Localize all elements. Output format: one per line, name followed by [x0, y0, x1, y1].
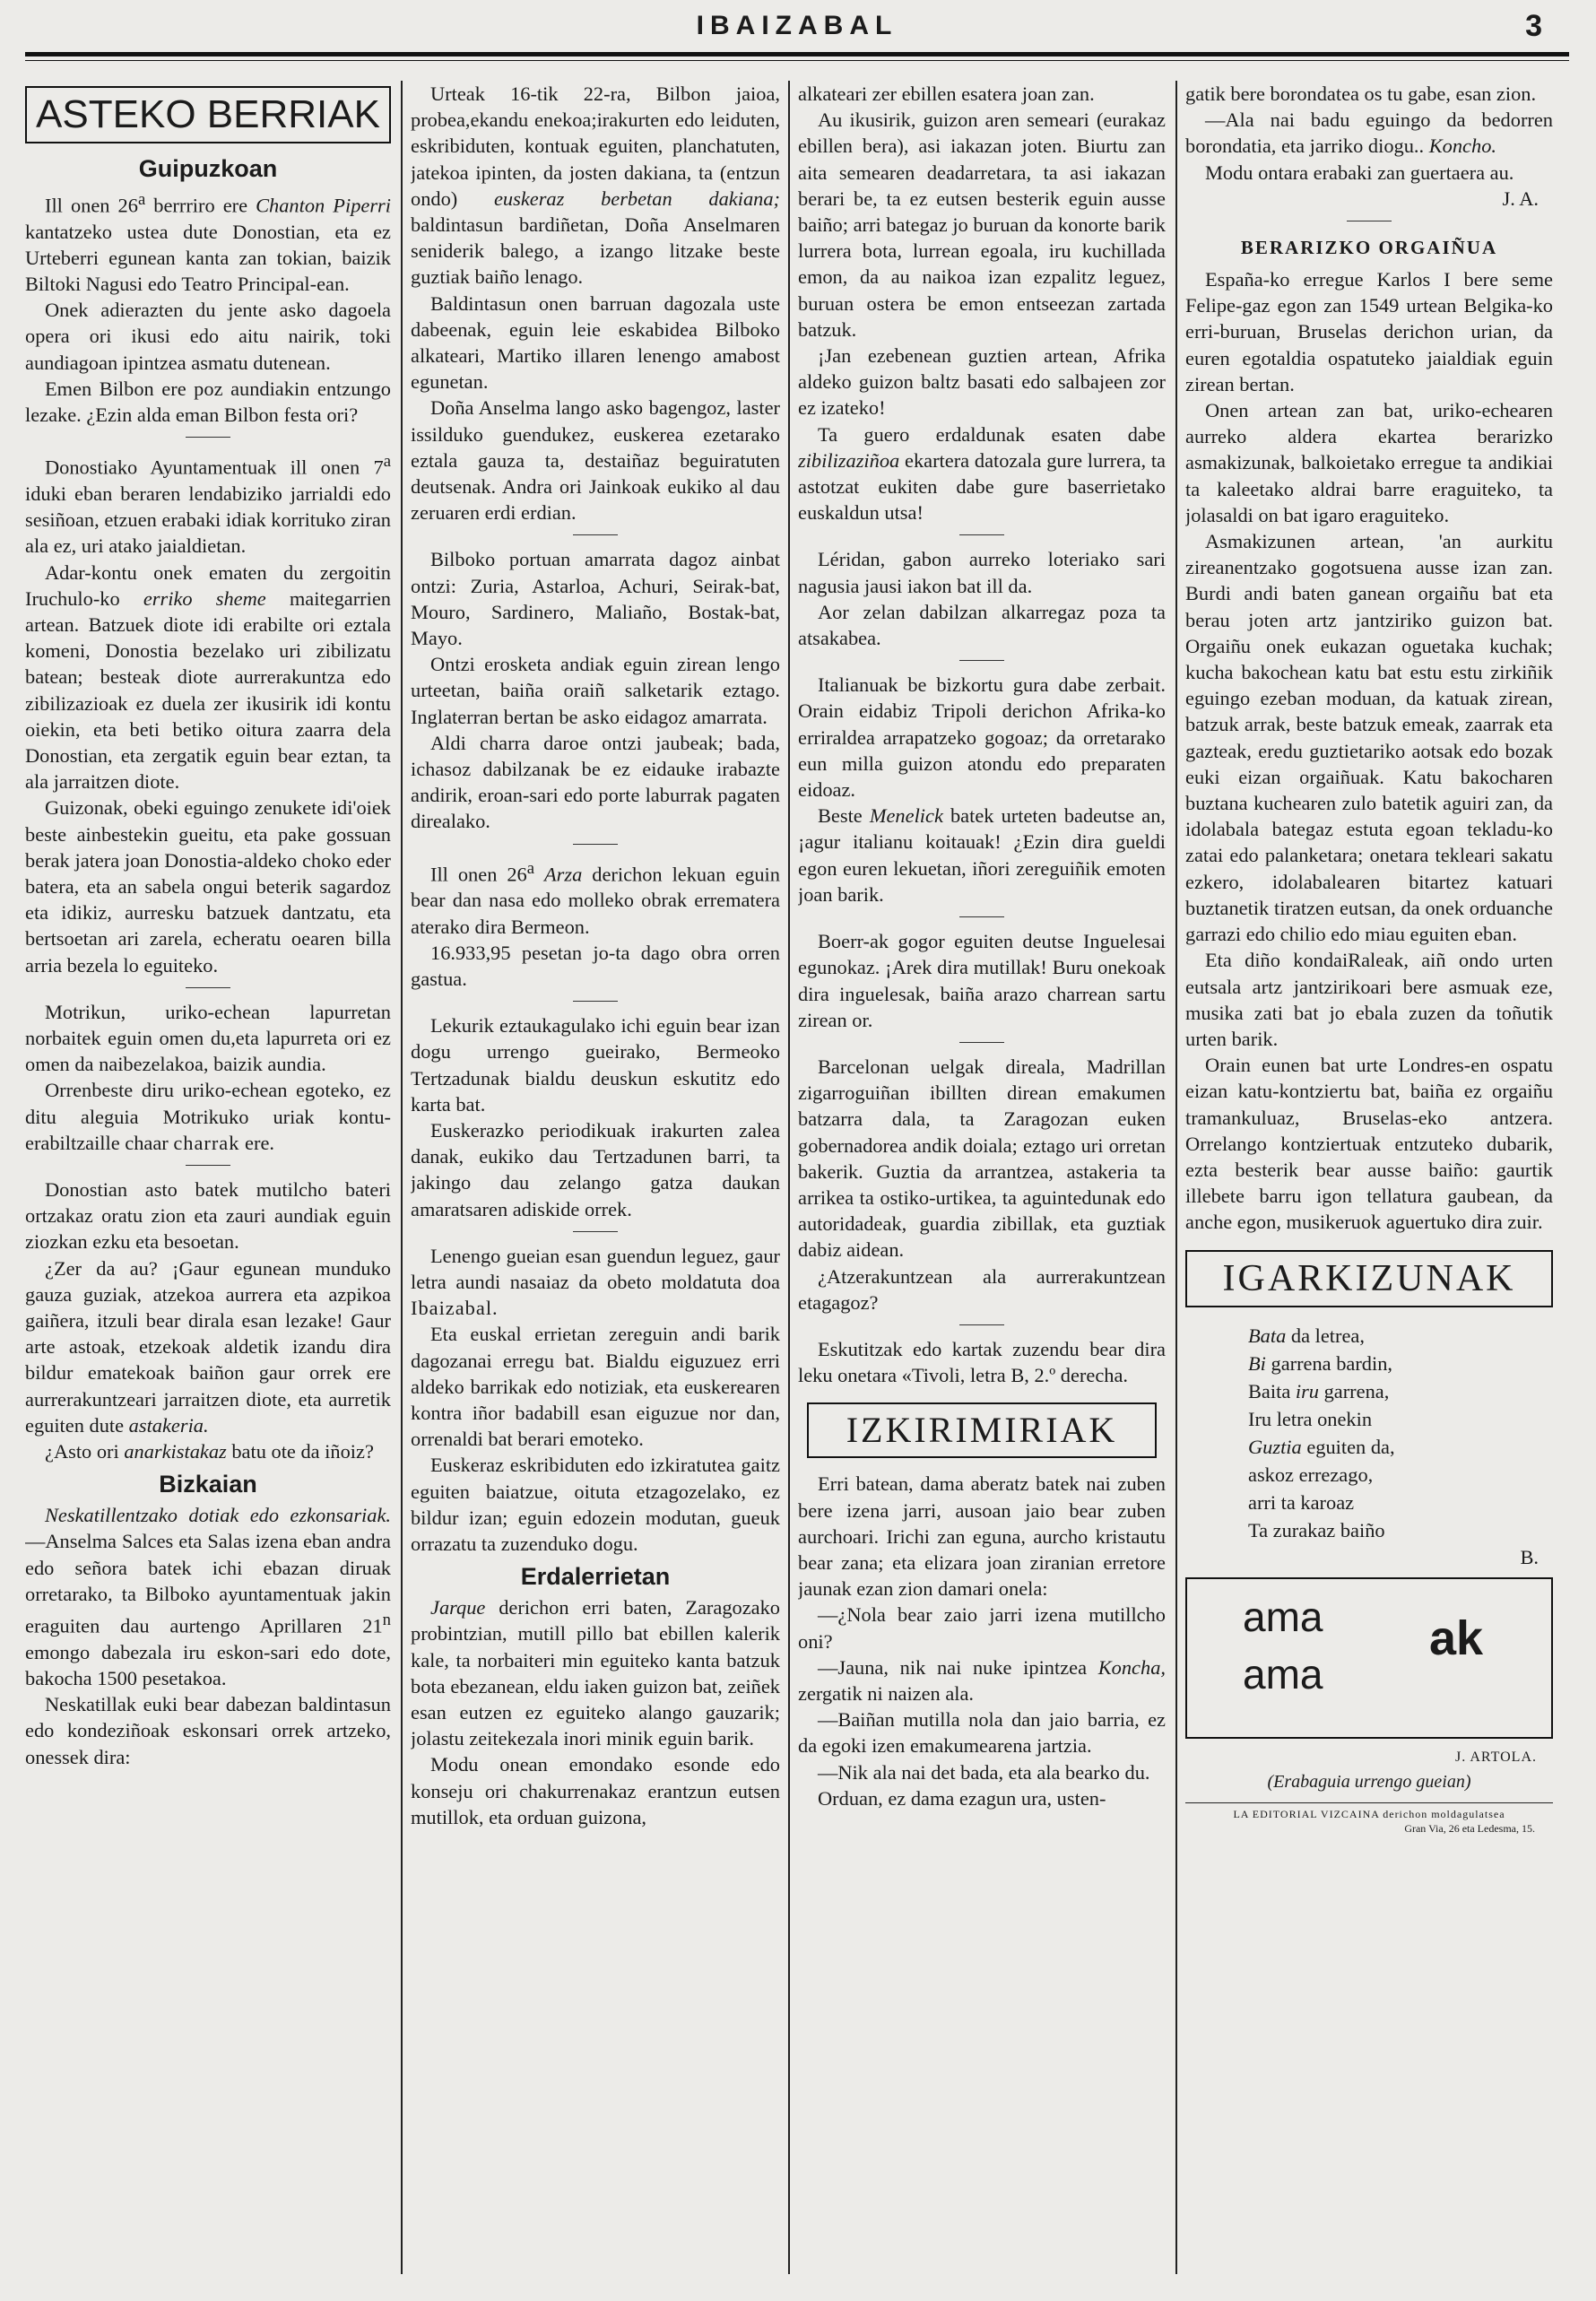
printer-address: Gran Via, 26 eta Ledesma, 15. [1404, 1821, 1535, 1835]
section-heading-izkirimiriak: IZKIRIMIRIAK [807, 1402, 1157, 1458]
article-paragraph: Donostian asto batek mutilcho bateri ortzakaz oratu zion eta zauri aundiak eguin ziozkan ezku eta besoetan. [25, 1178, 391, 1254]
poem-line: askoz errezago, [1248, 1463, 1374, 1486]
separator [959, 660, 1004, 661]
poem-line: Baita iru garrena, [1248, 1379, 1390, 1402]
imprint-rule [1185, 1802, 1553, 1803]
article-paragraph: 16.933,95 pesetan jo-ta dago obra orren gastua. [411, 941, 780, 990]
article-paragraph: Doña Anselma lango asko bagengoz, laster issilduko guendukez, euskerea ezetarako eztala gauza ta, destaiñaz beguiratuten deutsenak. Andra ori Jainkoak eukiko al dau zeruaren erdi erdian. [411, 396, 780, 525]
article-paragraph: Neskatillak euki bear dabezan baldintasun edo kondeziñoak eskonsari orrek artzeko, onessek dira: [25, 1693, 391, 1768]
article-paragraph: Ontzi erosketa andiak eguin zirean lengo urteetan, baiña oraiñ salketarik eztago. Inglaterran bertan be asko eidagoz amarrata. [411, 653, 780, 728]
article-paragraph: Au ikusirik, guizon aren semeari (eurakaz ebillen bera), asi iakazan joten. Biurtu zan aita semearen deadarretara, ta asi iakazan berari be, ta ez eutsen besterik eguin ausse baiño; arri bategaz jo buruan da konorte barik lurrera bota, lurrean egoala, iru kuchillada emon, da au naikoa izan ezpalitz leguez, buruan ostera be emon entseezan zartada batzuk. [798, 109, 1166, 341]
separator [573, 1231, 618, 1232]
article-paragraph: Modu ontara erabaki zan guertaera au. [1205, 161, 1514, 184]
article-paragraph: Ill onen 26$^a$ Arza derichon lekuan eguin bear dan nasa edo molleko obrak errematera aterako dira Bermeon. [411, 858, 780, 938]
poem-line: Guztia eguiten da, [1248, 1435, 1395, 1458]
rebus-word: ama [1243, 1593, 1323, 1640]
separator [959, 534, 1004, 535]
article-paragraph: ¿Asto ori anarkistakaz batu ote da iñoiz? [45, 1440, 374, 1463]
article-paragraph: Donostiako Ayuntamentuak ill onen 7$^a$ iduki eban beraren lendabiziko jarrialdi edo sesiñoan, etzuen erabaki idiak korrituko ziran ala ez, uri atako jaialdietan. [25, 452, 391, 558]
article-paragraph: Erri batean, dama aberatz batek nai zuben bere izena jarri, ausoan jaio bear zuben aurchoari. Irichi zan eguna, aurcho kristautu bear zana; eta elizara joan ziranian erretore jaunak ezan zion damari onela: [798, 1472, 1166, 1601]
article-paragraph: Eta euskal errietan zereguin andi barik dagozanai erregu bat. Bialdu eiguzuez erri aldeko barrikak edo notiziak, eta euskerearen kontra iñor badabill esan eiguzue nor dan, orrenaldi bat berari emoteko. [411, 1323, 780, 1451]
article-paragraph: Bilboko portuan amarrata dagoz ainbat ontzi: Zuria, Astarloa, Achuri, Seirak-bat, Mouro, Sardinero, Maliaño, Bostak-bat, Mayo. [411, 548, 780, 650]
article-paragraph: Aldi charra daroe ontzi jaubeak; bada, ichasoz dabilzanak be ez eidauke irabazte andirik, eroan-sari edo porte laburrak pagaten direalako. [411, 731, 780, 833]
article-paragraph: Euskerazko periodikuak irakurten zalea danak, eukiko dau Tertzadunen barri, ta jakingo dau zelango gatza daukan amaratsaren adiskide orrek. [411, 1118, 780, 1220]
article-paragraph: Modu onean emondako esonde edo konseju ori chakurrenakaz erantzun eutsen mutillok, eta orduan guizona, [411, 1753, 780, 1828]
subheading-guipuzkoan: Guipuzkoan [138, 155, 278, 182]
poem-line: Bi garrena bardin, [1248, 1351, 1393, 1375]
separator [186, 987, 230, 988]
article-paragraph: alkateari zer ebillen esatera joan zan. [798, 82, 1095, 105]
poem-line: Ta zurakaz baiño [1248, 1518, 1385, 1541]
column-divider [401, 81, 403, 2274]
article-paragraph: España-ko erregue Karlos I bere seme Felipe-gaz egon zan 1549 urtean Belgika-ko erri-buruan, Bruselas derichon urian, da euren egotaldia ospatuteko jaialdiak eguin zirean bertan. [1185, 268, 1553, 395]
separator [186, 1165, 230, 1166]
section-heading-asteko-berriak: ASTEKO BERRIAK [25, 86, 391, 143]
subheading-erdalerrietan: Erdalerrietan [520, 1563, 671, 1591]
column-divider [1175, 81, 1177, 2274]
newspaper-title: IBAIZABAL [696, 11, 898, 40]
article-paragraph: Eta diño kondaiRaleak, aiñ ondo urten eutsala artz jantzirikoari bere asmuak eze, musika zati bat jo ebala zuzen da toñutik urten barik. [1185, 949, 1553, 1050]
column-4 [1185, 81, 1553, 2283]
article-paragraph: Ta guero erdaldunak esaten dabe zibilizaziñoa ekartera datozala gure lurrera, ta astotzat eukiten dabe gure baserrietako euskaldun utsa! [798, 422, 1166, 525]
article-paragraph: Lekurik eztaukagulako ichi eguin bear izan dogu urrengo gueirako, Bermeoko Tertzadunak bialdu deuskun eskutitz edo karta bat. [411, 1014, 780, 1116]
poem-line: Iru letra onekin [1248, 1407, 1373, 1430]
separator [959, 1324, 1004, 1325]
column-2 [411, 81, 780, 2283]
subheading-bizkaian: Bizkaian [159, 1471, 257, 1498]
poem-line: arri ta karoaz [1248, 1490, 1355, 1514]
article-paragraph: Aor zelan dabilzan alkarregaz poza ta atsakabea. [798, 600, 1166, 650]
article-paragraph: Orduan, ez dama ezagun ura, usten- [818, 1786, 1106, 1810]
article-paragraph: ¡Jan ezebenean guztien artean, Afrika aldeko guizon baltz basati edo salbajeen zor ez izateko! [798, 344, 1166, 420]
section-heading-igarkizunak: IGARKIZUNAK [1185, 1250, 1553, 1307]
separator [959, 1042, 1004, 1043]
article-paragraph: Jarque derichon erri baten, Zaragozako probintzian, mutill pillo bat ebillen kalerik kale, ta norbaiteri min eguiteko kanta batzuk bota ebezanean, eldu iaken guizon bat, zeiñek esan eutzen ez eguiteko alango gauzarik; jolastu zeitekezala inori minik eguin barik. [411, 1596, 780, 1750]
article-paragraph: Onen artean zan bat, uriko-echearen aurreko aldera ekartea berarizko asmakizunak, balkoietako erregue ta andikiai ta kaleetako aldrai barre eraguiteko, ta jolasaldi on bat igaro eraguiteko. [1185, 399, 1553, 526]
separator [186, 437, 230, 438]
article-paragraph: Euskeraz eskribiduten edo izkiratutea gaitz eguiten baiatzue, oituta etzagozelako, ez bildur izan; eguin edozein modutan, gueuk orrazatu ta zuzenduko dogu. [411, 1454, 780, 1556]
article-paragraph: Neskatillentzako dotiak edo ezkonsariak.—Anselma Salces eta Salas izena eban andra edo señora batek ichi ebazan diruak orretarako, ta Bilboko ayuntamentuak jakin eraguiten dau aurtengo Aprillaren 21$^n$ emongo dabezala iru eskon-sari edo dote, bakocha 1500 pesetakoa. [25, 1504, 391, 1689]
separator [959, 916, 1004, 917]
subheading-berarizko-orgainua: BERARIZKO ORGAIÑUA [1240, 237, 1498, 259]
separator [573, 1001, 618, 1002]
rebus-word: ama [1243, 1650, 1323, 1698]
article-paragraph: Lenengo gueian esan guendun leguez, gaur letra aundi nasaiaz da obeto moldatuta doa Ibaizabal. [411, 1244, 780, 1320]
article-paragraph: Barcelonan uelgak direala, Madrillan zigarroguiñan ibillten direan emakumen batzarra dala, ta Zaragozan euken gobernadorea andik doiala; eztago uri orretan bakerik. Guztia da arrantzea, astakeria ta arrikea ta ostiko-urtikea, ta aguintedunak edo autoridadeak, guardia zibillak, eta guztiak dabiz aidean. [798, 1055, 1166, 1262]
article-paragraph: Beste Menelick batek urteten badeutse an, ¡agur italianu koitauak! ¿Ezin dira gueldi egon euren lekuetan, iñori zereguiñik emoten joan barik. [798, 804, 1166, 906]
column-3 [798, 81, 1166, 2283]
article-paragraph: ¿Atzerakuntzean ala aurrerakuntzean etagagoz? [798, 1264, 1166, 1314]
article-paragraph: Motrikun, uriko-echean lapurretan norbaitek eguin omen du,eta lapurreta ori ez omen da naibezelakoa, baizik aundia. [25, 1000, 391, 1076]
separator [573, 844, 618, 845]
article-paragraph: —¿Nola bear zaio jarri izena mutillcho oni? [798, 1603, 1166, 1653]
article-paragraph: Baldintasun onen barruan dagozala uste dabeenak, eguin leie eskabidea Bilboko alkateari, Martiko illaren lenengo amabost egunetan. [411, 291, 780, 394]
article-paragraph: —Baiñan mutilla nola dan jaio barria, ez da egoki izen emakumearena jartzia. [798, 1708, 1166, 1758]
article-paragraph: Orrenbeste diru uriko-echean egoteko, ez ditu aleguia Motrikuko uriak kontu-erabiltzaille chaar charrak ere. [25, 1079, 391, 1154]
author-signature: J. ARTOLA. [1455, 1749, 1537, 1765]
article-paragraph: —Ala nai badu eguingo da bedorren borondatia, eta jarriko diogu.. Koncho. [1185, 109, 1553, 158]
author-signature: J. A. [1502, 187, 1539, 210]
page-number: 3 [1525, 9, 1542, 43]
article-paragraph: Boerr-ak gogor eguiten deutse Inguelesai egunokaz. ¡Arek dira mutillak! Buru onekoak dira inguelesak, baiña arazo charrean sartu zirean or. [798, 930, 1166, 1031]
newspaper-page [25, 5, 1569, 2283]
poem-line: Bata da letrea, [1248, 1324, 1365, 1347]
article-paragraph: Ill onen 26$^a$ berrriro ere Chanton Piperri kantatzeko ustea dute Donostian, eta ez Urteberri egunean kanta zan tokian, baizik Biltoki Nagusi edo Teatro Principal-ean. [25, 190, 391, 296]
article-paragraph: —Jauna, nik nai nuke ipintzea Koncha, zergatik ni naizen ala. [798, 1655, 1166, 1705]
rebus-puzzle-box [1185, 1577, 1553, 1739]
author-signature: B. [1520, 1545, 1539, 1568]
article-paragraph: Léridan, gabon aurreko loteriako sari nagusia jausi iakon bat ill da. [798, 548, 1166, 597]
separator [573, 534, 618, 535]
column-1 [25, 81, 391, 2283]
rebus-word: ak [1429, 1611, 1484, 1665]
article-paragraph: Onek adierazten du jente asko dagoela opera ori ikusi edo aitu nairik, toki aundiagoan ipintzea asmatu dutenean. [25, 299, 391, 374]
article-paragraph: Guizonak, obeki eguingo zenukete idi'oiek beste ainbestekin gueitu, eta pake gossuan berak jatera joan Donostia-aldeko choko eder batera, eta an sabela ongui beterik sagardoz eta idikiz, aurresku batzuek dantzatu, eta bertsoetan ari zarela, echeratu oearen billa arria bezela lo eguiteko. [25, 796, 391, 977]
article-paragraph: gatik bere borondatea os tu gabe, esan zion. [1185, 82, 1537, 105]
article-paragraph: Adar-kontu onek ematen du zergoitin Iruchulo-ko erriko sheme maitegarrien artean. Batzuek diote idi erabilte ori eztala komeni, Donostia bezelako uri zibilizatu batean; besteak diote aurrerakuntza edo zibilizazioak ez duela zer ikusirik idi kontu oiekin, eta beti betiko oitura zaarra dela Donostian, eta zergatik eguin bear eztan, ta ala jarraitzen diote. [25, 560, 391, 794]
article-paragraph: Emen Bilbon ere poz aundiakin entzungo lezake. ¿Ezin alda eman Bilbon festa ori? [25, 377, 391, 427]
article-paragraph: Italianuak be bizkortu gura dabe zerbait. Orain eidabiz Tripoli derichon Afrika-ko erriraldea arrapatzeko gogoaz; da orretarako eun milla guizon atondu edo preparaten eidoaz. [798, 673, 1166, 802]
article-paragraph: Orain eunen bat urte Londres-en ospatu eizan katu-kontziertu bat, baiña ez orgaiñu tramankuluaz, Bruselas-eko antzera. Orrelango kontziertuak entzuteko dubarik, ezta besterik bear ausse baiño: gaurtik illebete barru igon tellatura gaubean, da anche egon, musikeruok aguertuko dira zuir. [1185, 1054, 1553, 1234]
riddle-poem [1185, 1322, 1553, 1544]
header-rule [25, 52, 1569, 61]
puzzle-caption: (Erabaguia urrengo gueian) [1267, 1771, 1471, 1792]
article-paragraph: Eskutitzak edo kartak zuzendu bear dira leku onetara «Tivoli, letra B, 2.º derecha. [798, 1337, 1166, 1387]
article-paragraph: Asmakizunen artean, 'an aurkitu zireanentzako gogotsuena ausse izan zan. Burdi andi baten ganean orgaiñu bat eta berau joten artz jantziriko guizon bat. Orgaiñu onek eukazan oguetaka kuchak; kucha bakochean katu bat estu estu zirkiñik eguingo ezeban moduan, da katuak zirean, batzuk arrak, beste batzuk emeak, zaarrak eta gazteak, eredu guztietariko aotsak edo bozak euki eizan orgaiñuak. Katu bakocharen buztana kuchearen zulo batetik aguiri zan, da idolabala bategaz estuta egoan tekladu-ko zatai edo palanketara; onetara tekleari sakatu ezkero, idolabalearen bitartez katuari buztanetik tiratzen eutsan, da onek orduanche garrazi edo chilio edo miau eguiten eban. [1185, 530, 1553, 946]
article-paragraph: Urteak 16-tik 22-ra, Bilbon jaioa, probea,ekandu enekoa;irakurten edo leiduten, eskribiduten, kontuak eguiten, planchatuten, jatekoa ipinten, da josten dakiana, ta (entzun ondo) euskeraz berbetan dakiana; baldintasun bardiñetan, Doña Anselmaren seniderik balego, a izango litzake beste guztiak baiño lenago. [411, 82, 780, 289]
article-paragraph: ¿Zer da au? ¡Gaur egunean munduko gauza guziak, atzekoa aurrera eta azpikoa gaiñera, itzuli bear dirala esan lezake! Gaur arte astoak, etzekoak aldetik izandu dira bildur ematekoak baiñon gaur orrek ere aurrerakuntzeari jarraitzen diote, eta aurretik eguiten dute astakeria. [25, 1256, 391, 1437]
article-paragraph: —Nik ala nai det bada, eta ala bearko du. [818, 1760, 1150, 1784]
running-head [25, 5, 1569, 52]
printer-imprint: LA EDITORIAL VIZCAINA derichon moldagulatsea [1233, 1807, 1505, 1820]
column-divider [788, 81, 790, 2274]
